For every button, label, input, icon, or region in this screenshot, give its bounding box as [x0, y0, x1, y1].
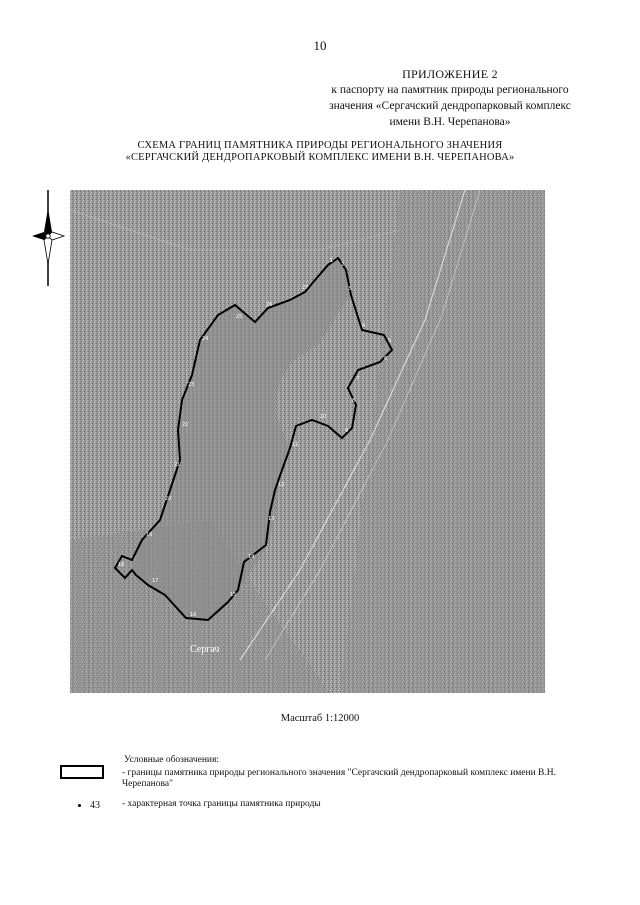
svg-text:23: 23 [188, 382, 195, 388]
satellite-map [70, 190, 545, 693]
svg-text:25: 25 [236, 314, 243, 320]
scheme-title [0, 140, 640, 164]
appendix-header [300, 66, 600, 130]
svg-text:13: 13 [268, 516, 275, 522]
svg-text:24: 24 [202, 336, 209, 342]
svg-text:22: 22 [182, 422, 189, 428]
svg-text:7: 7 [356, 376, 360, 382]
svg-text:20: 20 [165, 496, 172, 502]
point-legend-symbol [78, 804, 81, 807]
north-arrow-icon [30, 188, 66, 288]
svg-text:14: 14 [248, 554, 255, 560]
svg-text:12: 12 [278, 482, 285, 488]
svg-text:2: 2 [341, 262, 345, 268]
boundary-legend-text: - границы памятника природы регионального значения "Сергачский дендропарковый комплекс имени В.Н. Черепанова" [122, 768, 557, 789]
boundary-legend-symbol [60, 765, 104, 779]
svg-text:3: 3 [348, 286, 352, 292]
point-legend-text: - характерная точка границы памятника природы [122, 799, 321, 809]
appendix-title: ПРИЛОЖЕНИЕ 2 [402, 67, 498, 81]
svg-text:5: 5 [388, 338, 392, 344]
svg-text:19: 19 [146, 532, 153, 538]
svg-text:17: 17 [152, 578, 159, 584]
scheme-title-line-1: СХЕМА ГРАНИЦ ПАМЯТНИКА ПРИРОДЫ РЕГИОНАЛЬНОГО ЗНАЧЕНИЯ [137, 140, 503, 151]
svg-text:16: 16 [190, 612, 197, 618]
map-scale: Масштаб 1:12000 [280, 713, 360, 724]
svg-text:10: 10 [320, 414, 327, 420]
svg-text:21: 21 [174, 462, 181, 468]
svg-text:18: 18 [118, 562, 125, 568]
svg-text:8: 8 [352, 398, 356, 404]
svg-text:26: 26 [266, 302, 273, 308]
appendix-line-3: имени В.Н. Черепанова» [389, 116, 511, 128]
page-number: 10 [313, 38, 327, 53]
scheme-title-line-2: «СЕРГАЧСКИЙ ДЕНДРОПАРКОВЫЙ КОМПЛЕКС ИМЕНИ В.Н. ЧЕРЕПАНОВА» [125, 152, 515, 163]
svg-text:1: 1 [330, 258, 334, 264]
svg-text:15: 15 [230, 592, 237, 598]
point-legend-number: 43 [90, 800, 100, 811]
appendix-line-1: к паспорту на памятник природы регионального [331, 84, 569, 96]
map-place-label: Сергач [190, 644, 220, 655]
appendix-line-2: значения «Сергачский дендропарковый комплекс [329, 100, 571, 112]
svg-text:6: 6 [384, 356, 388, 362]
svg-text:11: 11 [292, 442, 299, 448]
svg-text:9: 9 [345, 428, 349, 434]
legend-title: Условные обозначения: [124, 755, 220, 765]
svg-text:4: 4 [362, 323, 366, 329]
svg-text:27: 27 [302, 285, 309, 291]
